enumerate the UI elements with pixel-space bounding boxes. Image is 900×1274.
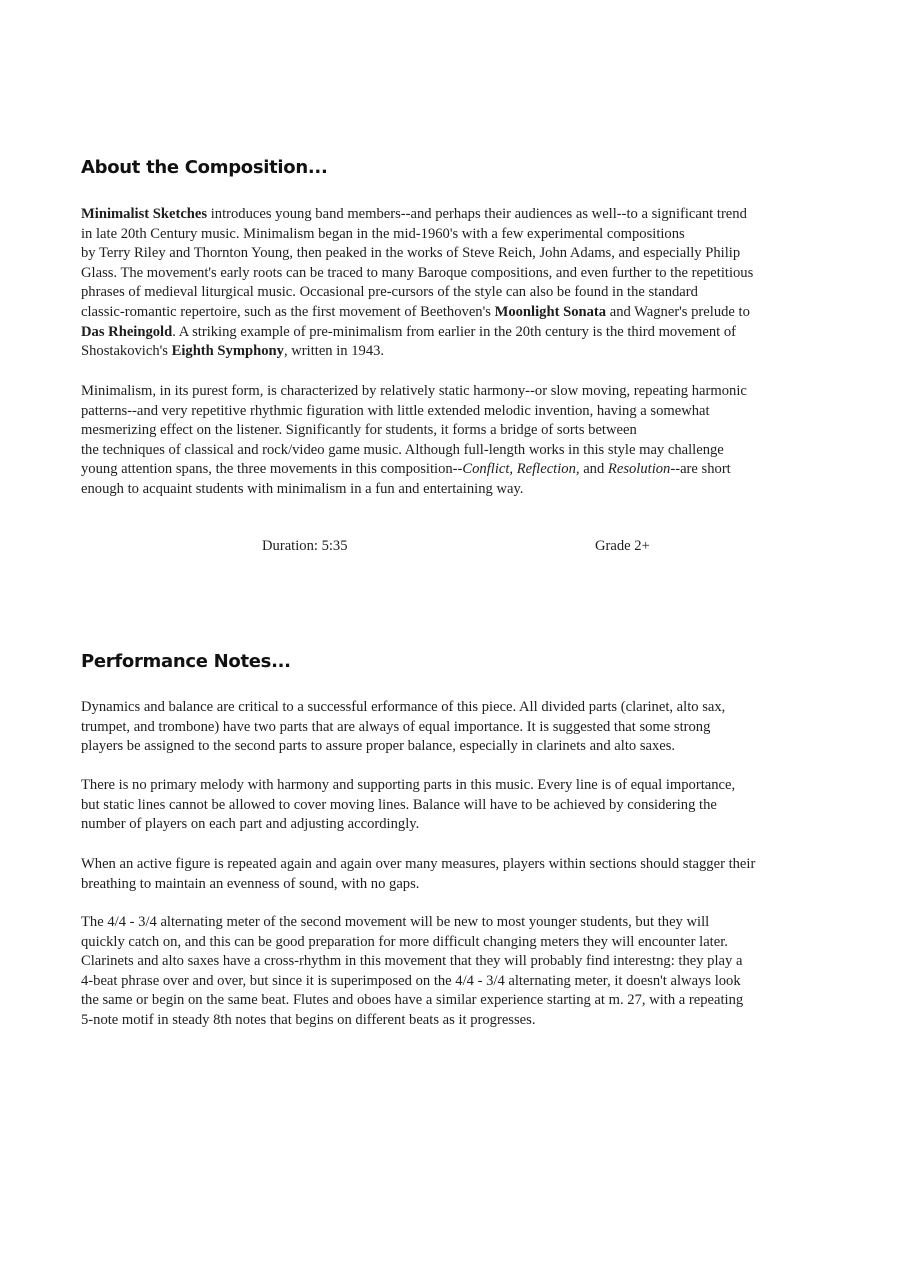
about-heading: About the Composition... <box>81 157 328 178</box>
title-eighth-symphony: Eighth Symphony <box>171 343 284 360</box>
about-paragraph-1 <box>81 205 856 362</box>
about-p1-text-1: introduces young band members--and perhaps their audiences as well--to a significant trend in late 20th Century music. Minimalism began in the mid-1960's with a few experimental compositions by Terry Riley and Thornton Young, then peaked in the works of Steve Reich, John Adams, and especially Philip Glass. The movement's early roots can be traced to many Baroque compositions, and even further to the repetitious phrases of medieval liturgical music. Occasional pre-cursors of the style can also be found in the standard classic-romantic repertoire, such as the first movement of Beethoven's <box>81 206 754 320</box>
about-p1-text-3: . A striking example of pre-minimalism from earlier in the 20th century is the third movement of Shostakovich's <box>81 323 736 360</box>
movement-titles: Conflict, Reflection, <box>462 461 580 478</box>
title-minimalist-sketches: Minimalist Sketches <box>81 206 208 222</box>
grade-label: Grade 2+ <box>595 538 650 554</box>
about-p2-text-3: --are short enough to acquaint students with minimalism in a fun and entertaining way. <box>81 461 731 497</box>
performance-heading: Performance Notes... <box>81 651 291 672</box>
movement-resolution: Resolution <box>607 461 671 478</box>
about-p1-text-4: , written in 1943. <box>283 343 385 360</box>
duration-label: Duration: 5:35 <box>262 538 348 554</box>
about-p2-text-2: and <box>579 461 608 478</box>
performance-paragraph-1: Dynamics and balance are critical to a successful erformance of this piece. All divided parts (clarinet, alto sax, trumpet, and trombone) have two parts that are always of equal importance. It is suggested that some strong players be assigned to the second parts to assure proper balance, especially in clarinets and alto saxes. <box>81 699 726 755</box>
about-paragraph-2 <box>81 382 856 500</box>
about-p1-text-2: and Wagner's prelude to <box>609 303 750 320</box>
about-p2-text-1: Minimalism, in its purest form, is characterized by relatively static harmony--or slow moving, repeating harmonic patterns--and very repetitive rhythmic figuration with little extended melodic invention, having a somewhat mesmerizing effect on the listener. Significantly for students, it forms a bridge of sorts between the techniques of classical and rock/video game music. Although full-length works in this style may challenge young attention spans, the three movements in this composition-- <box>81 383 747 478</box>
performance-paragraph-4: The 4/4 - 3/4 alternating meter of the second movement will be new to most younger students, but they will quickly catch on, and this can be good preparation for more difficult changing meters they will encounter later. Clarinets and alto saxes have a cross-rhythm in this movement that they will probably find interestng: they play a 4-beat phrase over and over, but since it is superimposed on the 4/4 - 3/4 alternating meter, it doesn't always look the same or begin on the same beat. Flutes and oboes have a similar experience starting at m. 27, with a repeating 5-note motif in steady 8th notes that begins on different beats as it progresses. <box>81 914 744 1028</box>
performance-paragraph-2: There is no primary melody with harmony and supporting parts in this music. Every line is of equal importance, but static lines cannot be allowed to cover moving lines. Balance will have to be achieved by considering the number of players on each part and adjusting accordingly. <box>81 777 736 833</box>
title-das-rheingold: Das Rheingold <box>81 323 173 340</box>
title-moonlight-sonata: Moonlight Sonata <box>494 303 607 320</box>
performance-paragraph-3: When an active figure is repeated again and again over many measures, players within sections should stagger their breathing to maintain an evenness of sound, with no gaps. <box>81 856 756 892</box>
